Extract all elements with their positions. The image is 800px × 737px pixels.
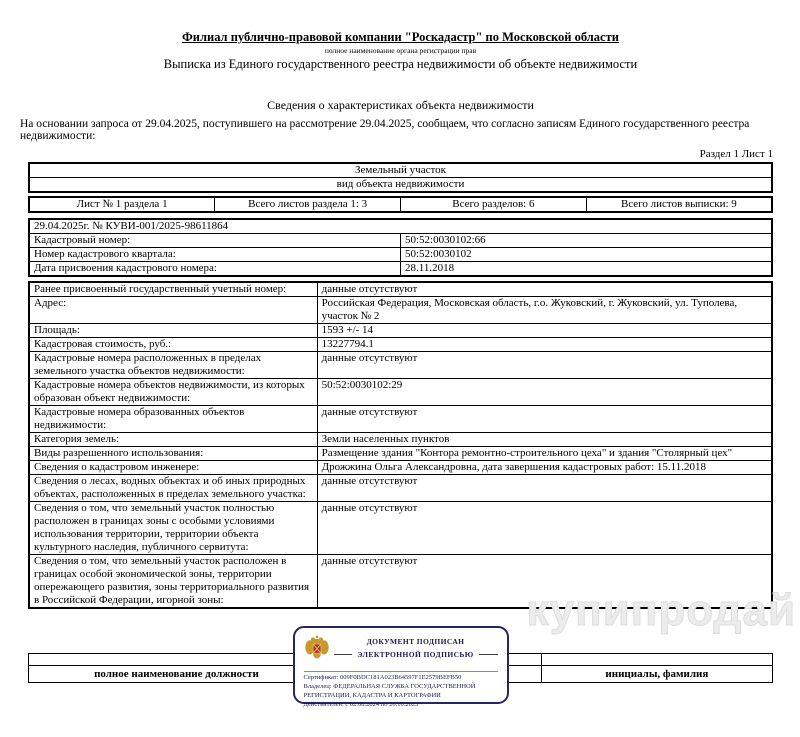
table-row xyxy=(29,219,772,234)
row-label: Ранее присвоенный государственный учетный номер: xyxy=(29,282,317,297)
row-value: 50:52:0030102 xyxy=(401,248,773,262)
stamp-validity: Действителен: с 02.08.2024 по 26.10.2025 xyxy=(303,701,419,708)
table-row xyxy=(29,406,772,433)
document-title: Выписка из Единого государственного реестра недвижимости об объекте недвижимости xyxy=(163,57,638,71)
table-row xyxy=(29,352,772,379)
row-label: Номер кадастрового квартала: xyxy=(29,248,401,262)
row-value: данные отсутствуют xyxy=(317,502,772,555)
row-label: Сведения о кадастровом инженере: xyxy=(29,461,317,475)
row-label: Категория земель: xyxy=(29,433,317,447)
sheet-info-table xyxy=(28,196,773,213)
row-label: Дата присвоения кадастрового номера: xyxy=(29,262,401,277)
row-label: Виды разрешенного использования: xyxy=(29,447,317,461)
row-value: 50:52:0030102:66 xyxy=(401,234,773,248)
row-label: Адрес: xyxy=(29,297,317,324)
row-value: Земли населенных пунктов xyxy=(317,433,772,447)
org-name-caption: полное наименование органа регистрации прав xyxy=(324,46,477,55)
object-type-value: Земельный участок xyxy=(29,163,772,178)
row-label: Кадастровые номера объектов недвижимости, из которых образован объект недвижимости: xyxy=(29,379,317,406)
stamp-certificate: Сертификат: 009F0BDC181A023B64597F1E2579BEFB50 xyxy=(304,671,498,681)
org-name: Филиал публично-правовой компании "Роскадастр" по Московской области xyxy=(182,30,619,44)
row-value: 28.11.2018 xyxy=(401,262,773,277)
doc-number: 29.04.2025г. № КУВИ-001/2025-98611864 xyxy=(29,219,772,234)
table-row xyxy=(29,178,772,193)
sheet-info-cell: Лист № 1 раздела 1 xyxy=(29,197,215,212)
table-row xyxy=(29,447,772,461)
request-line: На основании запроса от 29.04.2025, поступившего на рассмотрение 29.04.2025, сообщаем, что согласно записям Единого государственного реестра недвижимости: xyxy=(20,118,750,142)
digital-signature-stamp xyxy=(293,626,509,708)
table-row xyxy=(29,433,772,447)
object-type-table xyxy=(28,162,773,193)
row-label: Сведения о том, что земельный участок расположен в границах особой экономической зоны, территории опережающего развития, зоны территориального развития в Российской Федерации, игорной зоны: xyxy=(29,555,317,609)
table-row xyxy=(29,338,772,352)
table-row xyxy=(29,282,772,297)
row-label: Кадастровый номер: xyxy=(29,234,401,248)
row-value: данные отсутствуют xyxy=(317,555,772,609)
coat-of-arms-icon xyxy=(304,633,334,667)
stamp-owner-line2: РЕГИСТРАЦИИ, КАДАСТРА И КАРТОГРАФИИ xyxy=(303,692,441,699)
table-row xyxy=(29,197,772,212)
table-row xyxy=(29,163,772,178)
position-label: полное наименование должности xyxy=(29,666,325,683)
row-label: Площадь: xyxy=(29,324,317,338)
signature-block xyxy=(28,637,773,737)
row-value: 13227794.1 xyxy=(317,338,772,352)
row-value: Дрожжина Ольга Александровна, дата завершения кадастровых работ: 15.11.2018 xyxy=(317,461,772,475)
table-row xyxy=(29,502,772,555)
table-row xyxy=(29,461,772,475)
stamp-owner-line1: Владелец: ФЕДЕРАЛЬНАЯ СЛУЖБА ГОСУДАРСТВЕННОЙ xyxy=(303,683,476,690)
row-label: Сведения о том, что земельный участок полностью расположен в границах зоны с особыми условиями использования территории, территории объекта культурного наследия, публичного сервитута: xyxy=(29,502,317,555)
row-value: 1593 +/- 14 xyxy=(317,324,772,338)
stamp-title-line1: ДОКУМЕНТ ПОДПИСАН xyxy=(366,637,465,646)
table-row xyxy=(29,475,772,502)
table-row xyxy=(29,248,772,262)
stamp-rule-left xyxy=(334,654,353,655)
section-title: Сведения о характеристиках объекта недвижимости xyxy=(267,98,534,112)
signature-space-cell xyxy=(29,654,325,666)
object-type-caption: вид объекта недвижимости xyxy=(29,178,772,193)
row-value: Российская Федерация, Московская область, г.о. Жуковский, г. Жуковский, ул. Туполева, участок № 2 xyxy=(317,297,772,324)
row-label: Кадастровые номера расположенных в пределах земельного участка объектов недвижимости: xyxy=(29,352,317,379)
table-row xyxy=(29,379,772,406)
table-row xyxy=(29,234,772,248)
row-value: данные отсутствуют xyxy=(317,282,772,297)
watermark: купипродай xyxy=(526,586,796,635)
table-row xyxy=(29,324,772,338)
stamp-rule-right xyxy=(479,654,498,655)
row-value: данные отсутствуют xyxy=(317,352,772,379)
section-sheet-label: Раздел 1 Лист 1 xyxy=(699,148,773,160)
details-table xyxy=(28,281,773,609)
row-value: данные отсутствуют xyxy=(317,406,772,433)
stamp-title-line2: ЭЛЕКТРОННОЙ ПОДПИСЬЮ xyxy=(357,650,474,659)
table-row xyxy=(29,262,772,277)
row-value: данные отсутствуют xyxy=(317,475,772,502)
sheet-info-cell: Всего листов раздела 1: 3 xyxy=(215,197,401,212)
signature-space-cell xyxy=(541,654,772,666)
name-label: инициалы, фамилия xyxy=(541,666,772,683)
table-row xyxy=(29,297,772,324)
row-value: 50:52:0030102:29 xyxy=(317,379,772,406)
registry-table xyxy=(28,218,773,277)
row-value: Размещение здания "Контора ремонтно-строительного цеха" и здания "Столярный цех" xyxy=(317,447,772,461)
sheet-info-cell: Всего листов выписки: 9 xyxy=(586,197,772,212)
sheet-info-cell: Всего разделов: 6 xyxy=(401,197,587,212)
row-label: Кадастровая стоимость, руб.: xyxy=(29,338,317,352)
row-label: Кадастровые номера образованных объектов недвижимости: xyxy=(29,406,317,433)
row-label: Сведения о лесах, водных объектах и об иных природных объектах, расположенных в пределах земельного участка: xyxy=(29,475,317,502)
